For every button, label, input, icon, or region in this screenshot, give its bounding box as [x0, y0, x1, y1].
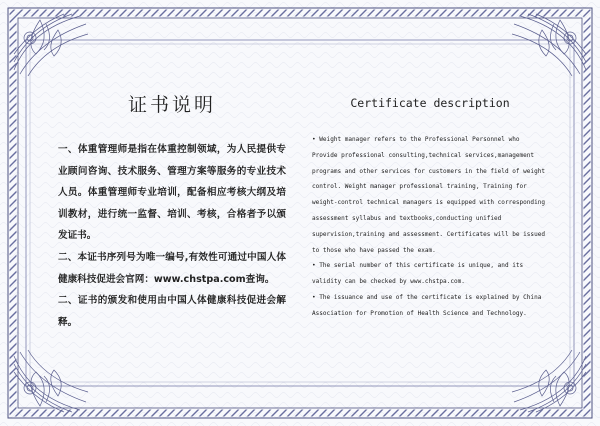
corner-ornament-bottom-left: [10, 346, 90, 416]
chinese-description: [58, 90, 286, 333]
english-paragraph: • Weight manager refers to the Professional Personnel who Provide professional consulting,technical services,management programs and other services for customers in the field of weight control. Weight manager professional training, Training for weight-control technical managers is equipped with corresponding assessment syllabus and textbooks,conducting unified supervision,training and assessment. Certificates will be issued to those who have passed the exam.: [312, 136, 545, 254]
chinese-paragraph: 二、证书的颁发和使用由中国人体健康科技促进会解释。: [58, 295, 286, 328]
chinese-title: 证书说明: [127, 94, 216, 116]
chinese-paragraph: 一、体重管理师是指在体重控制领域，为人民提供专业顾问咨询、技术服务、管理方案等服务的专业技术人员。体重管理师专业培训，配备相应考核大纲及培训教材，进行统一监督、培训、考核，合格者予以颁发证书。: [58, 144, 286, 242]
english-body: [312, 132, 548, 322]
corner-ornament-bottom-right: [510, 346, 590, 416]
english-title: Certificate description: [350, 96, 510, 110]
english-description: [312, 96, 548, 322]
chinese-body: [58, 139, 286, 333]
corner-ornament-top-right: [510, 10, 590, 80]
chinese-paragraph: 二、本证书序列号为唯一编号,有效性可通过中国人体健康科技促进会官网：www.chstpa.com查询。: [58, 251, 286, 285]
corner-ornament-top-left: [10, 10, 90, 80]
english-paragraph: • The serial number of this certificate is unique, and its validity can be checked by www.chstpa.com.: [312, 262, 524, 286]
english-paragraph: • The issuance and use of the certificate is explained by China Association for Promotion of Health Science and Technology.: [312, 293, 542, 317]
